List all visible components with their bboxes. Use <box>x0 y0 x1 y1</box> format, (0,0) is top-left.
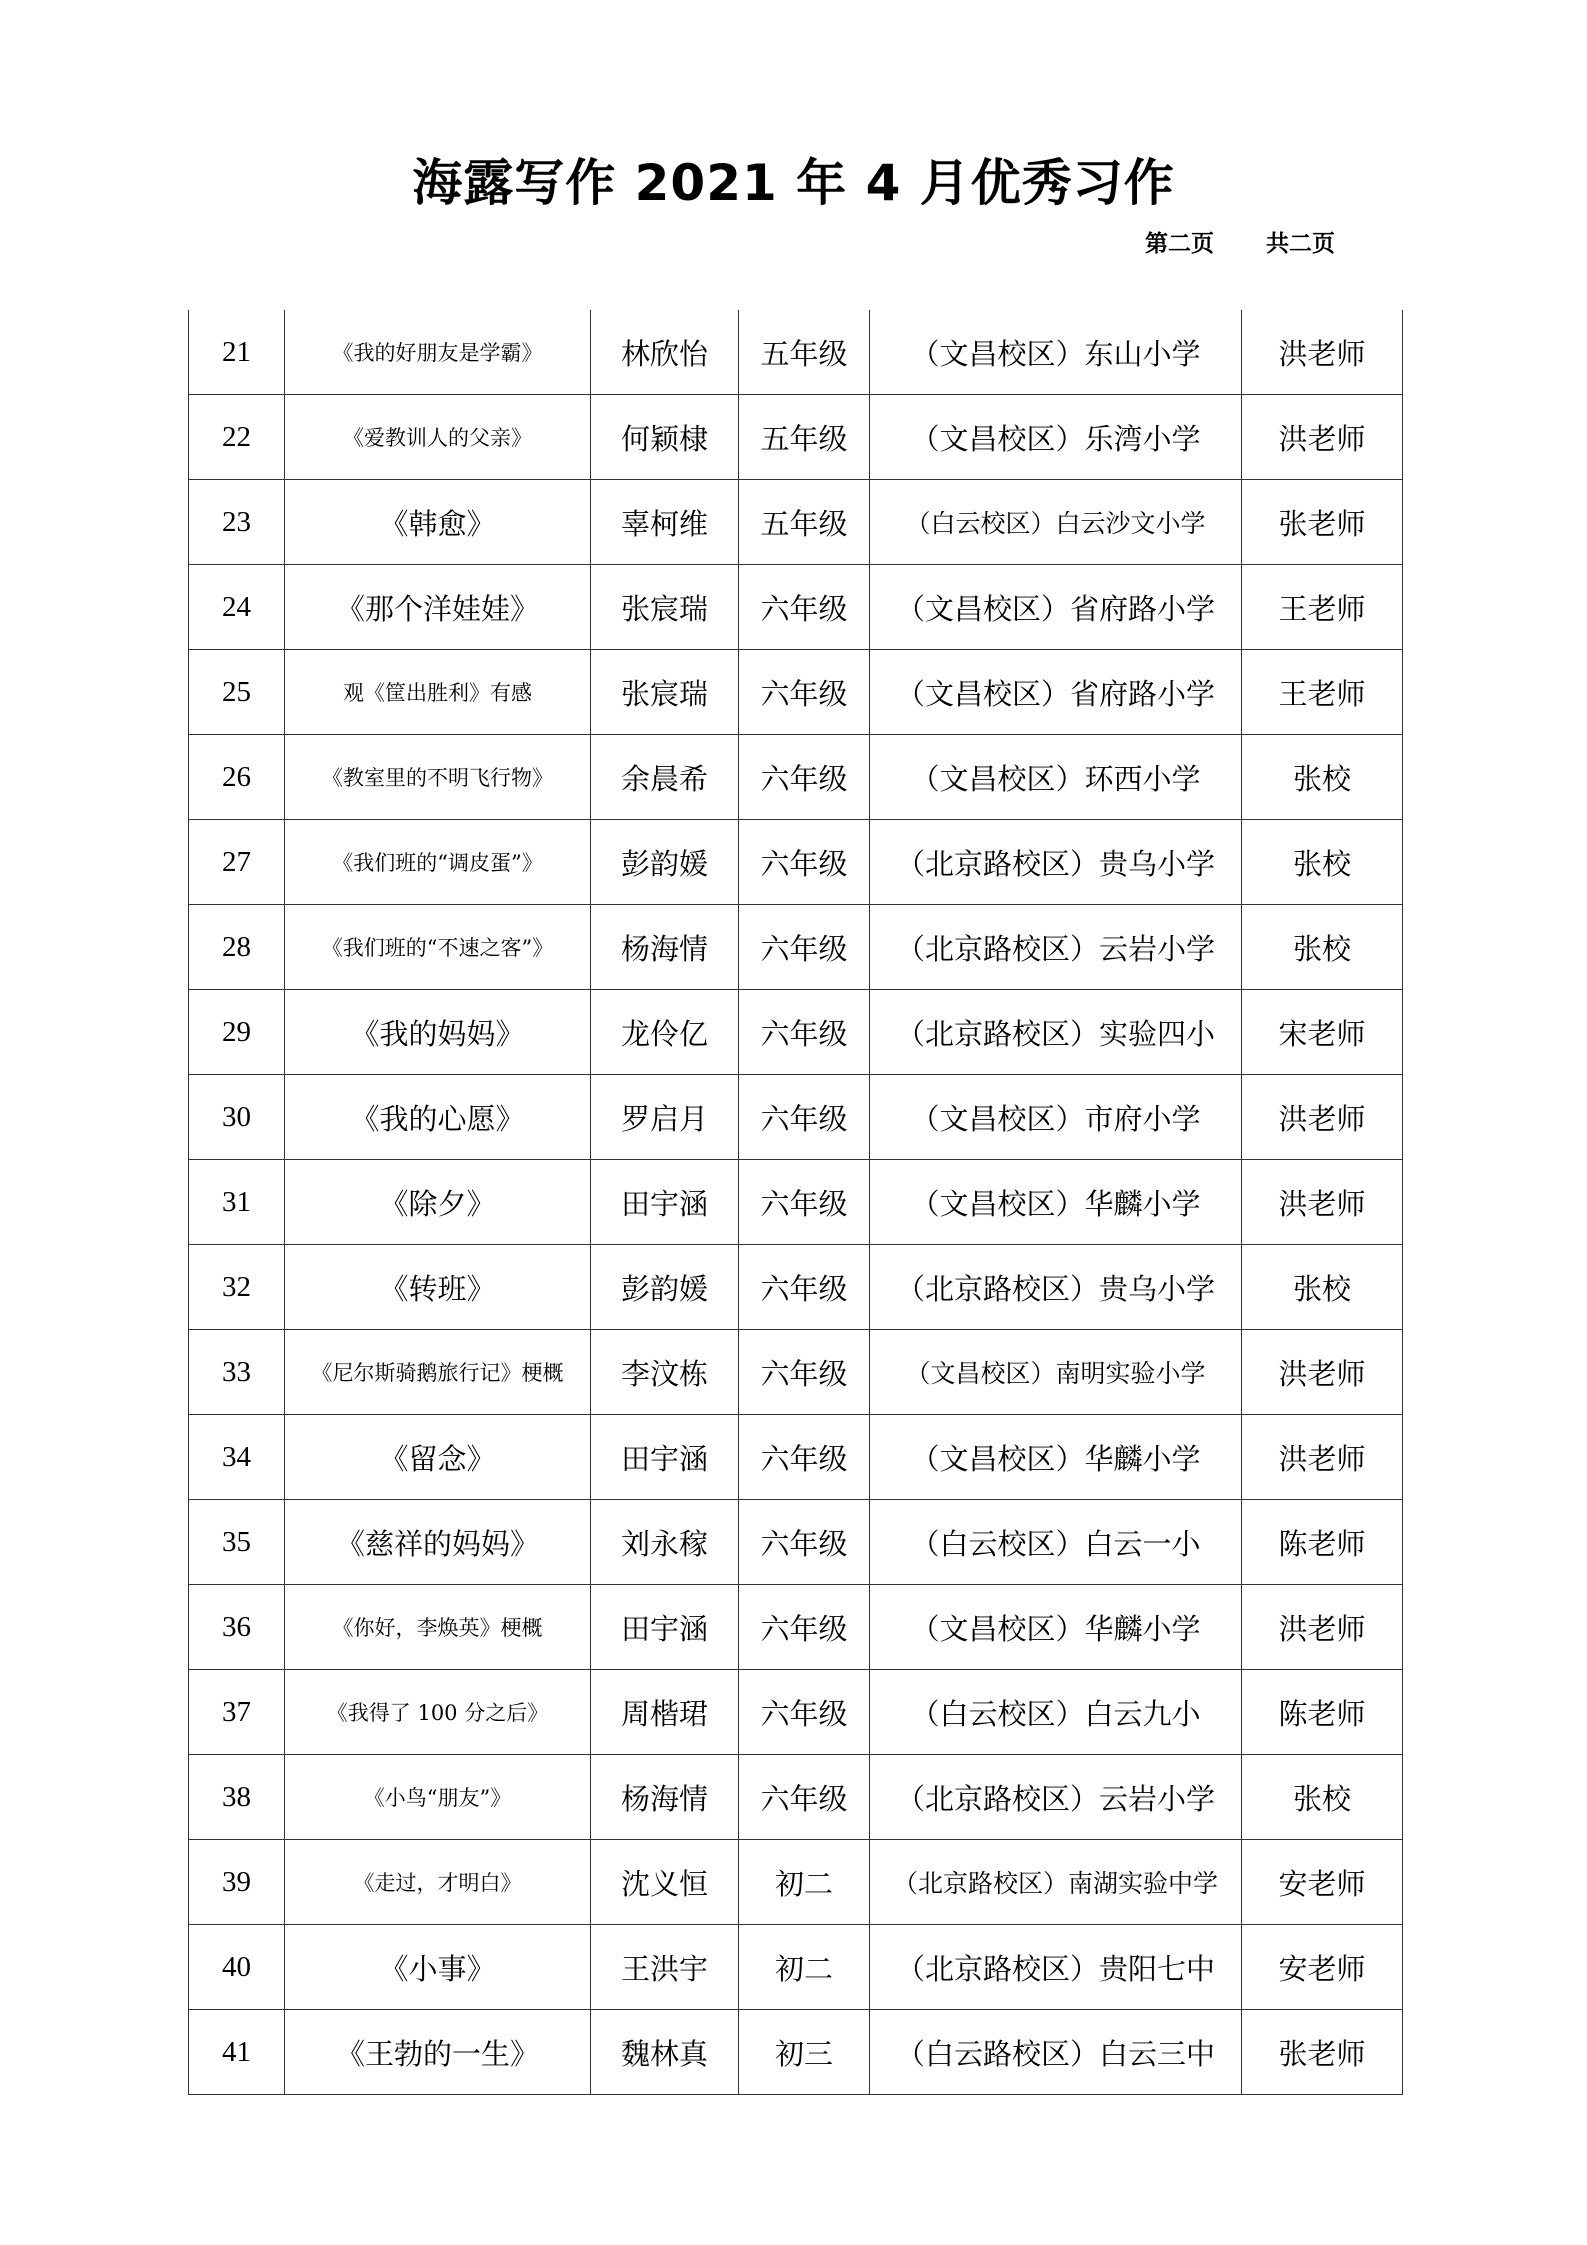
entry-number: 23 <box>189 480 285 565</box>
grade-level: 初三 <box>739 2010 870 2095</box>
table-row <box>189 2010 1403 2095</box>
grade-level: 六年级 <box>739 735 870 820</box>
student-name: 王洪宇 <box>591 1925 739 2010</box>
student-name: 田宇涵 <box>591 1585 739 1670</box>
student-name: 彭韵媛 <box>591 1245 739 1330</box>
school-name: （文昌校区）省府路小学 <box>870 650 1242 735</box>
grade-level: 六年级 <box>739 1415 870 1500</box>
essay-title: 《韩愈》 <box>285 480 591 565</box>
school-name: （文昌校区）南明实验小学 <box>870 1330 1242 1415</box>
teacher-name: 洪老师 <box>1242 395 1403 480</box>
entry-number: 21 <box>189 310 285 395</box>
essay-title: 《教室里的不明飞行物》 <box>285 735 591 820</box>
table-row <box>189 820 1403 905</box>
teacher-name: 陈老师 <box>1242 1500 1403 1585</box>
essay-title: 《除夕》 <box>285 1160 591 1245</box>
essay-title: 《爱教训人的父亲》 <box>285 395 591 480</box>
page-indicator <box>1145 228 1335 260</box>
grade-level: 六年级 <box>739 990 870 1075</box>
grade-level: 六年级 <box>739 1245 870 1330</box>
grade-level: 五年级 <box>739 310 870 395</box>
entry-number: 34 <box>189 1415 285 1500</box>
grade-level: 六年级 <box>739 1670 870 1755</box>
essay-title: 《我们班的“不速之客”》 <box>285 905 591 990</box>
grade-level: 六年级 <box>739 1585 870 1670</box>
teacher-name: 安老师 <box>1242 1925 1403 2010</box>
school-name: （北京路校区）实验四小 <box>870 990 1242 1075</box>
page-number-label: 第二页 <box>1144 231 1214 257</box>
results-table-body <box>189 310 1403 2095</box>
entry-number: 28 <box>189 905 285 990</box>
table-row <box>189 565 1403 650</box>
teacher-name: 洪老师 <box>1242 1160 1403 1245</box>
page-total-label: 共二页 <box>1266 231 1335 257</box>
student-name: 张宸瑞 <box>591 565 739 650</box>
teacher-name: 洪老师 <box>1242 1585 1403 1670</box>
essay-title: 《尼尔斯骑鹅旅行记》梗概 <box>285 1330 591 1415</box>
teacher-name: 洪老师 <box>1242 1415 1403 1500</box>
grade-level: 五年级 <box>739 480 870 565</box>
entry-number: 22 <box>189 395 285 480</box>
table-row <box>189 1755 1403 1840</box>
student-name: 何颖棣 <box>591 395 739 480</box>
teacher-name: 洪老师 <box>1242 310 1403 395</box>
school-name: （白云校区）白云沙文小学 <box>870 480 1242 565</box>
grade-level: 五年级 <box>739 395 870 480</box>
grade-level: 初二 <box>739 1925 870 2010</box>
teacher-name: 张校 <box>1242 1755 1403 1840</box>
results-table <box>188 310 1403 2095</box>
entry-number: 37 <box>189 1670 285 1755</box>
student-name: 罗启月 <box>591 1075 739 1160</box>
entry-number: 32 <box>189 1245 285 1330</box>
teacher-name: 张老师 <box>1242 2010 1403 2095</box>
student-name: 辜柯维 <box>591 480 739 565</box>
grade-level: 六年级 <box>739 1330 870 1415</box>
teacher-name: 张校 <box>1242 905 1403 990</box>
school-name: （文昌校区）华麟小学 <box>870 1585 1242 1670</box>
table-row <box>189 1415 1403 1500</box>
entry-number: 27 <box>189 820 285 905</box>
entry-number: 29 <box>189 990 285 1075</box>
entry-number: 24 <box>189 565 285 650</box>
student-name: 彭韵媛 <box>591 820 739 905</box>
teacher-name: 洪老师 <box>1242 1075 1403 1160</box>
school-name: （北京路校区）云岩小学 <box>870 905 1242 990</box>
student-name: 周楷珺 <box>591 1670 739 1755</box>
essay-title: 《我们班的“调皮蛋”》 <box>285 820 591 905</box>
teacher-name: 张校 <box>1242 735 1403 820</box>
essay-title: 《王勃的一生》 <box>285 2010 591 2095</box>
essay-title: 《慈祥的妈妈》 <box>285 1500 591 1585</box>
table-row <box>189 1245 1403 1330</box>
school-name: （北京路校区）贵乌小学 <box>870 820 1242 905</box>
document-title: 海露写作 2021 年 4 月优秀习作 <box>412 154 1175 212</box>
entry-number: 41 <box>189 2010 285 2095</box>
teacher-name: 洪老师 <box>1242 1330 1403 1415</box>
table-row <box>189 1330 1403 1415</box>
essay-title: 《我的妈妈》 <box>285 990 591 1075</box>
school-name: （文昌校区）环西小学 <box>870 735 1242 820</box>
table-row <box>189 1500 1403 1585</box>
teacher-name: 宋老师 <box>1242 990 1403 1075</box>
grade-level: 六年级 <box>739 650 870 735</box>
teacher-name: 张老师 <box>1242 480 1403 565</box>
essay-title: 观《筐出胜利》有感 <box>285 650 591 735</box>
table-row <box>189 1670 1403 1755</box>
student-name: 龙伶亿 <box>591 990 739 1075</box>
essay-title: 《我的心愿》 <box>285 1075 591 1160</box>
table-row <box>189 1840 1403 1925</box>
table-row <box>189 905 1403 990</box>
grade-level: 六年级 <box>739 1500 870 1585</box>
student-name: 田宇涵 <box>591 1160 739 1245</box>
table-row <box>189 480 1403 565</box>
table-row <box>189 990 1403 1075</box>
entry-number: 38 <box>189 1755 285 1840</box>
entry-number: 40 <box>189 1925 285 2010</box>
student-name: 魏林真 <box>591 2010 739 2095</box>
school-name: （文昌校区）华麟小学 <box>870 1415 1242 1500</box>
entry-number: 30 <box>189 1075 285 1160</box>
student-name: 李汶栋 <box>591 1330 739 1415</box>
essay-title: 《转班》 <box>285 1245 591 1330</box>
entry-number: 26 <box>189 735 285 820</box>
student-name: 林欣怡 <box>591 310 739 395</box>
entry-number: 36 <box>189 1585 285 1670</box>
essay-title: 《我的好朋友是学霸》 <box>285 310 591 395</box>
school-name: （文昌校区）市府小学 <box>870 1075 1242 1160</box>
student-name: 沈义恒 <box>591 1840 739 1925</box>
teacher-name: 张校 <box>1242 1245 1403 1330</box>
teacher-name: 安老师 <box>1242 1840 1403 1925</box>
teacher-name: 张校 <box>1242 820 1403 905</box>
essay-title: 《你好，李焕英》梗概 <box>285 1585 591 1670</box>
school-name: （北京路校区）云岩小学 <box>870 1755 1242 1840</box>
school-name: （文昌校区）华麟小学 <box>870 1160 1242 1245</box>
school-name: （白云校区）白云一小 <box>870 1500 1242 1585</box>
grade-level: 初二 <box>739 1840 870 1925</box>
entry-number: 31 <box>189 1160 285 1245</box>
grade-level: 六年级 <box>739 820 870 905</box>
essay-title: 《小事》 <box>285 1925 591 2010</box>
table-row <box>189 395 1403 480</box>
school-name: （文昌校区）省府路小学 <box>870 565 1242 650</box>
table-row <box>189 1160 1403 1245</box>
entry-number: 25 <box>189 650 285 735</box>
teacher-name: 王老师 <box>1242 650 1403 735</box>
table-row <box>189 735 1403 820</box>
essay-title: 《小鸟“朋友”》 <box>285 1755 591 1840</box>
essay-title: 《我得了 100 分之后》 <box>285 1670 591 1755</box>
essay-title: 《留念》 <box>285 1415 591 1500</box>
entry-number: 33 <box>189 1330 285 1415</box>
school-name: （文昌校区）东山小学 <box>870 310 1242 395</box>
grade-level: 六年级 <box>739 1160 870 1245</box>
student-name: 杨海情 <box>591 905 739 990</box>
student-name: 刘永稼 <box>591 1500 739 1585</box>
essay-title: 《那个洋娃娃》 <box>285 565 591 650</box>
grade-level: 六年级 <box>739 1075 870 1160</box>
table-row <box>189 1585 1403 1670</box>
teacher-name: 王老师 <box>1242 565 1403 650</box>
school-name: （北京路校区）贵阳七中 <box>870 1925 1242 2010</box>
entry-number: 35 <box>189 1500 285 1585</box>
table-row <box>189 650 1403 735</box>
school-name: （文昌校区）乐湾小学 <box>870 395 1242 480</box>
student-name: 杨海情 <box>591 1755 739 1840</box>
table-row <box>189 1075 1403 1160</box>
school-name: （白云路校区）白云三中 <box>870 2010 1242 2095</box>
grade-level: 六年级 <box>739 905 870 990</box>
school-name: （白云校区）白云九小 <box>870 1670 1242 1755</box>
student-name: 张宸瑞 <box>591 650 739 735</box>
grade-level: 六年级 <box>739 565 870 650</box>
school-name: （北京路校区）南湖实验中学 <box>870 1840 1242 1925</box>
student-name: 余晨希 <box>591 735 739 820</box>
grade-level: 六年级 <box>739 1755 870 1840</box>
table-row <box>189 310 1403 395</box>
essay-title: 《走过，才明白》 <box>285 1840 591 1925</box>
student-name: 田宇涵 <box>591 1415 739 1500</box>
school-name: （北京路校区）贵乌小学 <box>870 1245 1242 1330</box>
teacher-name: 陈老师 <box>1242 1670 1403 1755</box>
table-row <box>189 1925 1403 2010</box>
entry-number: 39 <box>189 1840 285 1925</box>
